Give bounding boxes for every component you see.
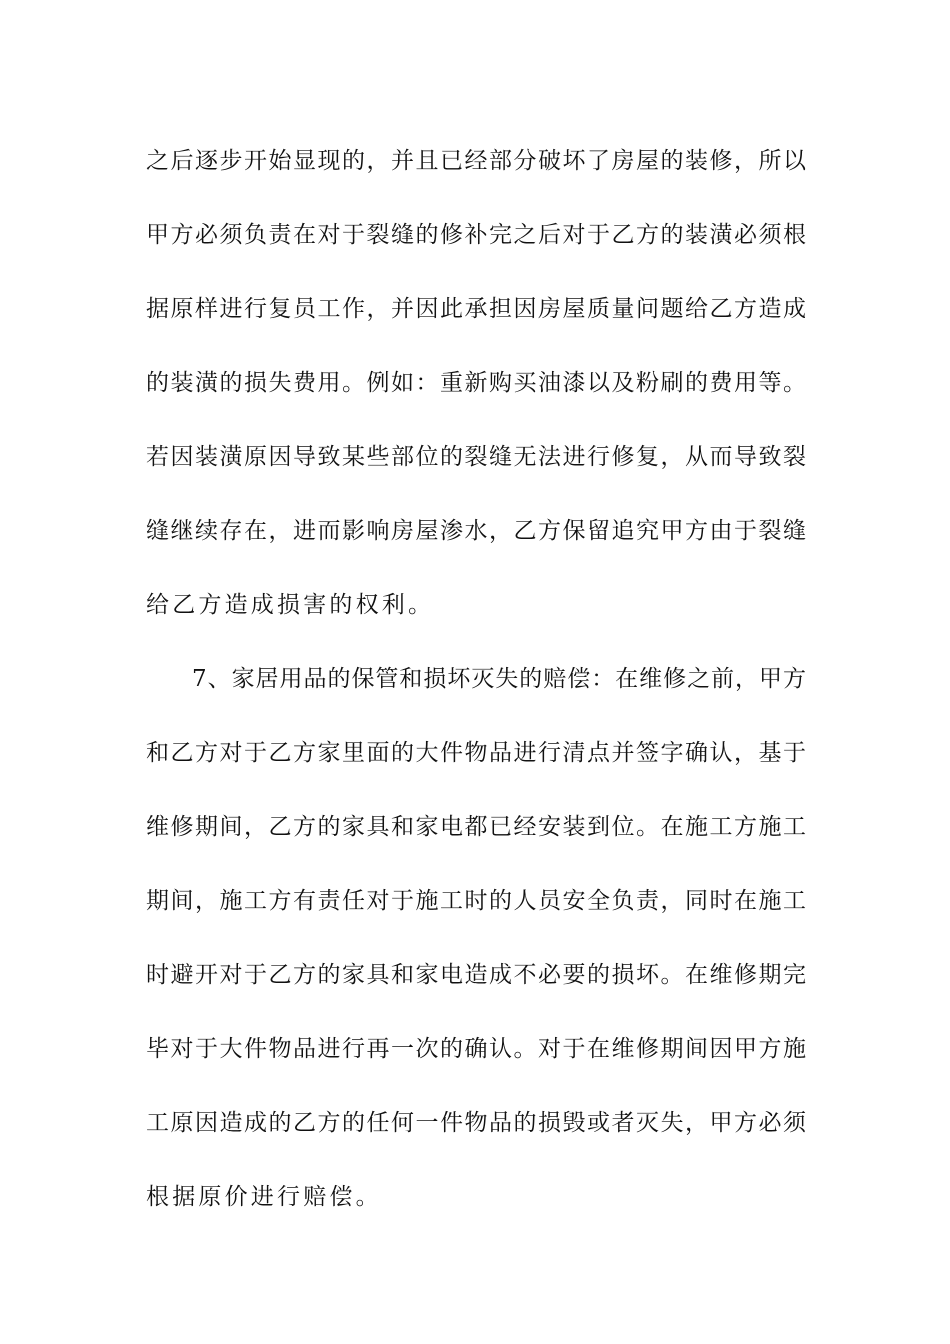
- text-line: 据原样进行复员工作，并因此承担因房屋质量问题给乙方造成: [146, 296, 806, 322]
- text-line: 缝继续存在，进而影响房屋渗水，乙方保留追究甲方由于裂缝: [146, 518, 806, 544]
- text-line-last: 根据原价进行赔偿。: [146, 1184, 382, 1210]
- text-line: 和乙方对于乙方家里面的大件物品进行清点并签字确认，基于: [146, 740, 806, 766]
- text-line-last: 给乙方造成损害的权利。: [146, 592, 435, 618]
- text-line: 若因装潢原因导致某些部位的裂缝无法进行修复，从而导致裂: [146, 444, 806, 470]
- document-body: [146, 124, 806, 1234]
- text-line: 维修期间，乙方的家具和家电都已经安装到位。在施工方施工: [146, 814, 806, 840]
- paragraph-1: [146, 124, 806, 642]
- text-line: 期间，施工方有责任对于施工时的人员安全负责，同时在施工: [146, 888, 806, 914]
- paragraph-2: [146, 642, 806, 1234]
- text-line: 工原因造成的乙方的任何一件物品的损毁或者灭失，甲方必须: [146, 1110, 806, 1136]
- text-line: 的装潢的损失费用。例如：重新购买油漆以及粉刷的费用等。: [146, 370, 806, 396]
- text-line: 甲方必须负责在对于裂缝的修补完之后对于乙方的装潢必须根: [146, 222, 806, 248]
- text-line: 之后逐步开始显现的，并且已经部分破坏了房屋的装修，所以: [146, 148, 806, 174]
- text-line: 时避开对于乙方的家具和家电造成不必要的损坏。在维修期完: [146, 962, 806, 988]
- text-line-first: 7、家居用品的保管和损坏灭失的赔偿：在维修之前，甲方: [192, 666, 806, 692]
- text-line: 毕对于大件物品进行再一次的确认。对于在维修期间因甲方施: [146, 1036, 806, 1062]
